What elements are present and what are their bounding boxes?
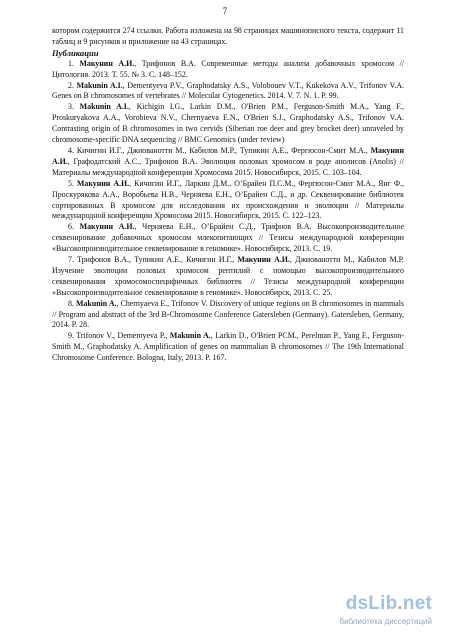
page-content (52, 26, 404, 364)
publication-item: 4. Кичигин И.Г., Джиованотти М., Кабилов М.Р., Тупикин А.Е., Фергюсон-Смит М.А., Макунин А.И., Графодатский А.С., Трифонов В.А. Эволюция половых хромосом в роде анолисов (Anolis) // Материалы международной конференции Хромосома 2015. Новосибирск, 2015. С. 103–104. (52, 145, 404, 177)
author-highlight: Макунин А.И. (79, 222, 135, 232)
author-highlight: Makunin A. (76, 298, 117, 308)
watermark-logo: dsLib.net (345, 593, 432, 614)
author-highlight: Макунин А.И. (52, 145, 404, 166)
author-highlight: Makunin A.I. (76, 80, 123, 90)
publication-item: 6. Макунин А.И., Черняева Е.Н., О’Брайен С.Д., Трифнов В.А. Высокопроизводительное секвенирование добавочных хромосом млекопитающих // Тезисы международной конференции «Высокопроизводительное секвенирование в геномике». Новосибирск, 2013. С. 19. (52, 222, 404, 254)
publication-item: 3. Makunin A.I., Kichigin I.G., Larkin D.M., O'Brien P.M., Ferguson-Smith M.A., Yang F., Proskuryakova A.A., Vorobieva N.V., Chernyaeva E.N., O'Brien S.J., Graphodatsky A.S., Trifonov V.A. Contrasting origin of B chromosomes in two cervids (Siberian roe deer and grey brocket deer) unraveled by chromosome-specific DNA sequencing // BMC Genomics (under review) (52, 102, 405, 145)
publication-item: 7. Трифонов В.А., Тупикин А.Е., Кичигин И.Г., Макунин А.И., Джиованотти М., Кабилов М.Р. Изучение эволюции половых хромосом рептилий с помощью высокопроизводительного секвенирования хромосомоспецифичных библиотек // Тезисы международной конференции «Высокопроизводительное секвенирование в геномике». Новосибирск, 2013. С. 25. (52, 255, 404, 297)
watermark (328, 593, 436, 629)
publication-item: 5. Макунин А.И., Кичигин И.Г., Ларкин Д.М., О’Брайен П.С.М., Фергюсон-Смит М.А., Янг Ф., Проскурякова А.А., Воробьева Н.В., Черняева Е.Н., О’Брайен С.Д., и др. Секвенирование библиотек сортированных В хромосом для исследования их происхождения и эволюции // Материалы международной конференции Хромосома 2015. Новосибирск, 2015. С. 122–123. (52, 178, 405, 221)
author-highlight: Макунин А.И. (76, 178, 130, 188)
page-number: 7 (222, 6, 228, 16)
publication-item: 2. Makunin A.I., Dementyeva P.V., Graphodatsky A.S., Volobouev V.T., Kukekova A.V., Trifonov V.A. Genes on B chromosomes of vertebrates // Molecular Cytogenetics. 2014. V. 7. N. 1. P. 99. (52, 80, 405, 101)
author-highlight: Makunin A.I. (79, 102, 129, 112)
author-highlight: Makunin A. (169, 331, 211, 341)
publication-item: 9. Trifonov V., Dementyeva P., Makunin A., Larkin D., O'Brien PCM., Perelman P., Yang F., Ferguson-Smith M., Graphodatsky A. Amplification of genes on mammalian B chromosomes // The 19th International Chromosome Conference. Bologna, Italy, 2013. P. 167. (52, 331, 404, 363)
intro-paragraph: котором содержится 274 ссылки. Работа изложена на 98 страницах машинописного текста, содержит 11 таблиц и 9 рисунков и приложение на 43 страницах. (52, 26, 404, 46)
author-highlight: Макунин А.И. (79, 58, 135, 68)
watermark-subtitle: библиотека диссертаций (339, 617, 432, 626)
author-highlight: Макунин А.И. (237, 255, 290, 265)
publication-item: 1. Макунин А.И., Трифонов В.А. Современные методы анализа добавочных хромосом // Цитология. 2013. Т. 55. № 3. С. 148–152. (52, 58, 405, 79)
section-heading: Публикации (52, 47, 99, 58)
publication-item: 8. Makunin A., Chernyaeva E., Trifonov V. Discovery of unique regions on B chromosomes in mammals // Program and abstract of the 3rd B-Chromosome Conference Gatersleben (Germany). Gatersleben, Germany, 2014. P. 28. (52, 298, 404, 330)
